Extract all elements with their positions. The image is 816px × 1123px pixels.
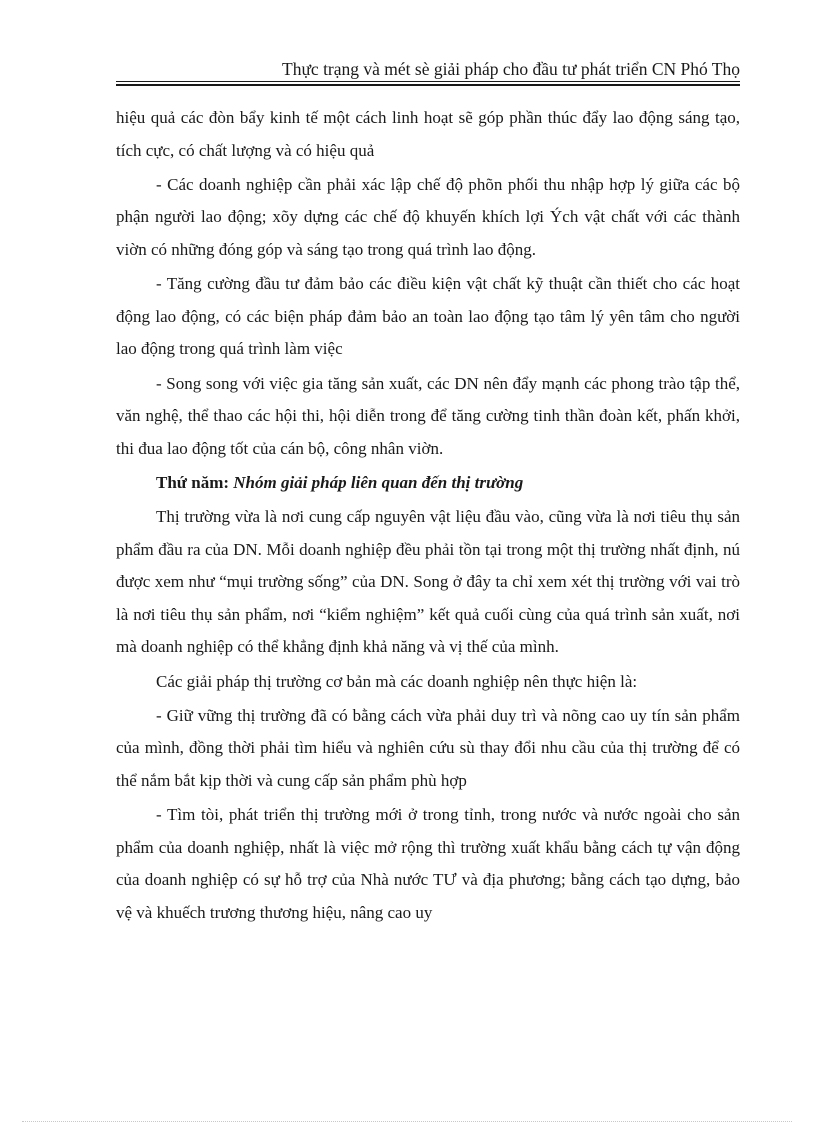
paragraph-income-distribution: - Các doanh nghiệp cần phải xác lập chế độ phõn phối thu nhập hợp lý giữa các bộ phận người lao động; xõy dựng các chế độ khuyến khích lợi Ých vật chất với các thành viờn có những đóng góp và sáng tạo trong quá trình lao động. bbox=[116, 174, 740, 259]
paragraph-market-role: Thị trường vừa là nơi cung cấp nguyên vật liệu đầu vào, cũng vừa là nơi tiêu thụ sản phẩm đầu ra của DN. Mỗi doanh nghiệp đều phải tồn tại trong một thị trường nhất định, nú được xem như “mụi trường sống” của DN. Song ở đây ta chỉ xem xét thị trường với vai trò là nơi tiêu thụ sản phẩm, nơi “kiểm nghiệm” kết quả cuối cùng của quá trình sản xuất, nơi mà doanh nghiệp có thể khẳng định khả năng và vị thế của mình. bbox=[116, 507, 740, 657]
paragraph-keep-market: - Giữ vững thị trường đã có bằng cách vừa phải duy trì và nõng cao uy tín sản phẩm của mình, đồng thời phải tìm hiểu và nghiên cứu sù thay đổi nhu cầu của thị trường để có thể nắm bắt kịp thời và cung cấp sản phẩm phù hợp bbox=[116, 705, 740, 791]
section-title: Nhóm giải pháp liên quan đến thị trường bbox=[233, 472, 524, 492]
paragraph-continuation: hiệu quả các đòn bẩy kinh tế một cách linh hoạt sẽ góp phần thúc đẩy lao động sáng tạo, tích cực, có chất lượng và có hiệu quả bbox=[116, 108, 740, 160]
header-rule-thin bbox=[116, 81, 740, 82]
body-text bbox=[116, 102, 740, 931]
section-label: Thứ năm: bbox=[156, 472, 234, 492]
paragraph-movements: - Song song với việc gia tăng sản xuất, các DN nên đẩy mạnh các phong trào tập thể, văn nghệ, thể thao các hội thi, hội diễn trong để tăng cường tinh thần đoàn kết, phấn khởi, thi đua lao động tốt của cán bộ, công nhân viờn. bbox=[116, 373, 740, 458]
section-heading bbox=[116, 467, 740, 500]
header-rule-thick bbox=[116, 84, 740, 86]
paragraph-market-solutions-intro: Các giải pháp thị trường cơ bản mà các doanh nghiệp nên thực hiện là: bbox=[156, 671, 638, 691]
paragraph-investment-conditions: - Tăng cường đầu tư đảm bảo các điều kiện vật chất kỹ thuật cần thiết cho các hoạt động lao động, có các biện pháp đảm bảo an toàn lao động tạo tâm lý yên tâm cho người lao động trong quá trình làm việc bbox=[116, 274, 740, 359]
paragraph-new-market: - Tìm tòi, phát triển thị trường mới ở trong tỉnh, trong nước và nước ngoài cho sản phẩm của doanh nghiệp, nhất là việc mở rộng thì trường xuất khẩu bằng cách tự vận động của doanh nghiệp có sự hỗ trợ của Nhà nước TƯ và địa phương; bằng cách tạo dựng, bảo vệ và khuếch trương thương hiệu, nâng cao uy bbox=[116, 805, 740, 922]
running-header: Thực trạng và mét sè giải pháp cho đầu tư phát triển CN Phó Thọ bbox=[282, 59, 740, 79]
page-bottom-border bbox=[22, 1121, 792, 1122]
